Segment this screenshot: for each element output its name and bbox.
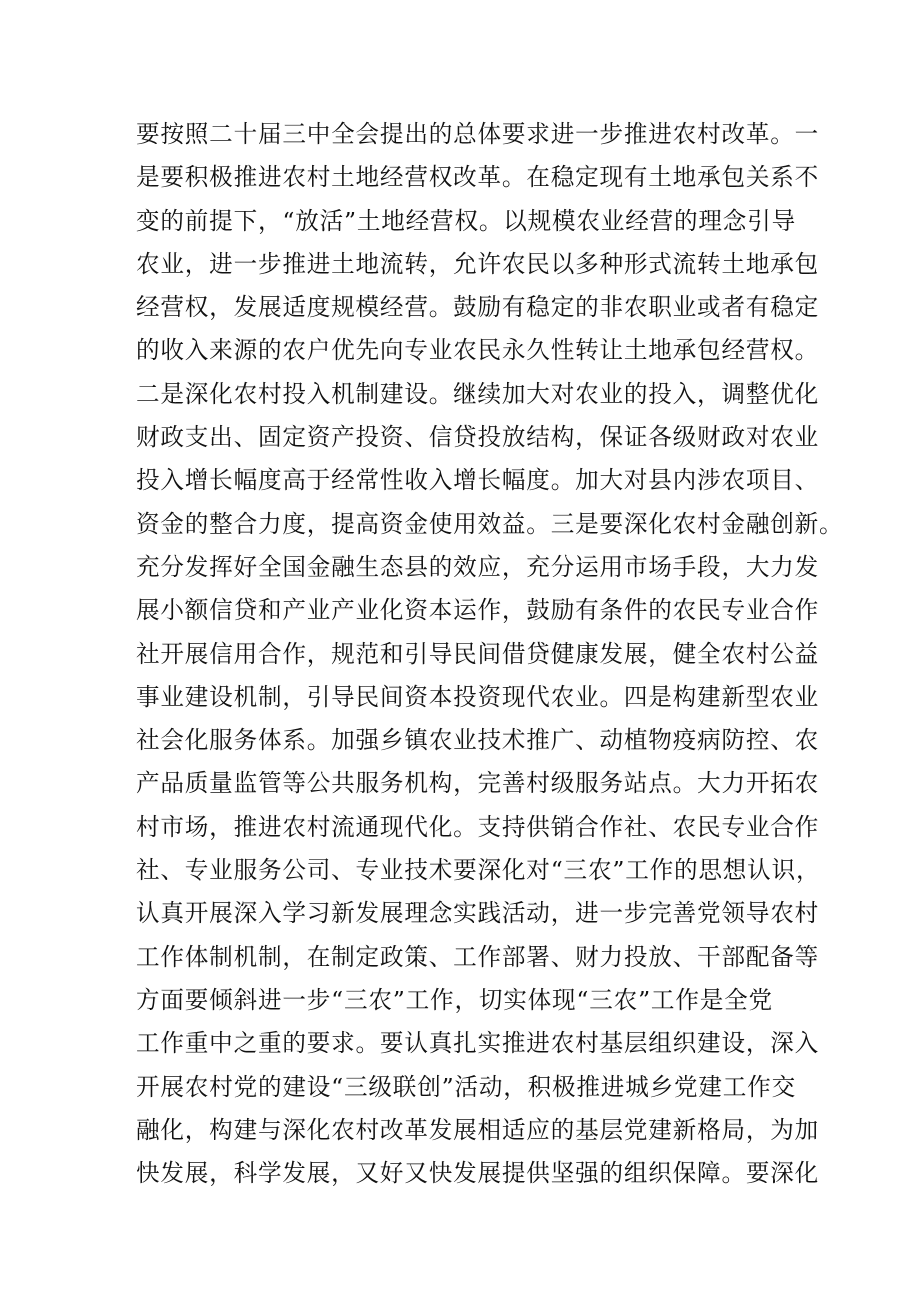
text-line: 投入增长幅度高于经常性收入增长幅度。加大对县内涉农项目、 <box>136 466 820 495</box>
text-line: 经营权，发展适度规模经营。鼓励有稳定的非农职业或者有稳定 <box>136 293 820 322</box>
text-line: 的收入来源的农户优先向专业农民永久性转让土地承包经营权。 <box>136 336 820 365</box>
text-line: 快发展，科学发展，又好又快发展提供坚强的组织保障。要深化 <box>136 1159 820 1188</box>
text-line: 财政支出、固定资产投资、信贷投放结构，保证各级财政对农业 <box>136 423 820 452</box>
text-line: 工作重中之重的要求。要认真扎实推进农村基层组织建设，深入 <box>136 1029 820 1058</box>
text-line: 方面要倾斜进一步“三农”工作，切实体现“三农”工作是全党 <box>136 985 773 1014</box>
text-line: 开展农村党的建设“三级联创”活动，积极推进城乡党建工作交 <box>136 1072 796 1101</box>
text-line: 融化，构建与深化农村改革发展相适应的基层党建新格局，为加 <box>136 1115 820 1144</box>
text-line: 要按照二十届三中全会提出的总体要求进一步推进农村改革。一 <box>136 120 820 148</box>
text-line: 社会化服务体系。加强乡镇农业技术推广、动植物疫病防控、农 <box>136 726 820 755</box>
text-line: 农业，进一步推进土地流转，允许农民以多种形式流转土地承包 <box>136 249 820 278</box>
text-line: 村市场，推进农村流通现代化。支持供销合作社、农民专业合作 <box>136 812 820 841</box>
body-paragraph <box>136 113 844 1195</box>
text-line: 社开展信用合作，规范和引导民间借贷健康发展，健全农村公益 <box>136 639 820 668</box>
text-line: 变的前提下，“放活”土地经营权。以规模农业经营的理念引导 <box>136 206 796 235</box>
text-line: 社、专业服务公司、专业技术要深化对“三农”工作的思想认识， <box>136 856 821 885</box>
text-line: 展小额信贷和产业产业化资本运作，鼓励有条件的农民专业合作 <box>136 596 820 625</box>
text-line: 充分发挥好全国金融生态县的效应，充分运用市场手段，大力发 <box>136 552 820 581</box>
text-line: 是要积极推进农村土地经营权改革。在稳定现有土地承包关系不 <box>136 163 820 192</box>
text-line: 二是深化农村投入机制建设。继续加大对农业的投入，调整优化 <box>136 379 820 408</box>
text-line: 认真开展深入学习新发展理念实践活动，进一步完善党领导农村 <box>136 899 820 928</box>
text-line: 产品质量监管等公共服务机构，完善村级服务站点。大力开拓农 <box>136 769 820 798</box>
text-line: 资金的整合力度，提高资金使用效益。三是要深化农村金融创新。 <box>136 509 844 538</box>
text-line: 事业建设机制，引导民间资本投资现代农业。四是构建新型农业 <box>136 682 820 711</box>
text-line: 工作体制机制，在制定政策、工作部署、财力投放、干部配备等 <box>136 942 820 971</box>
